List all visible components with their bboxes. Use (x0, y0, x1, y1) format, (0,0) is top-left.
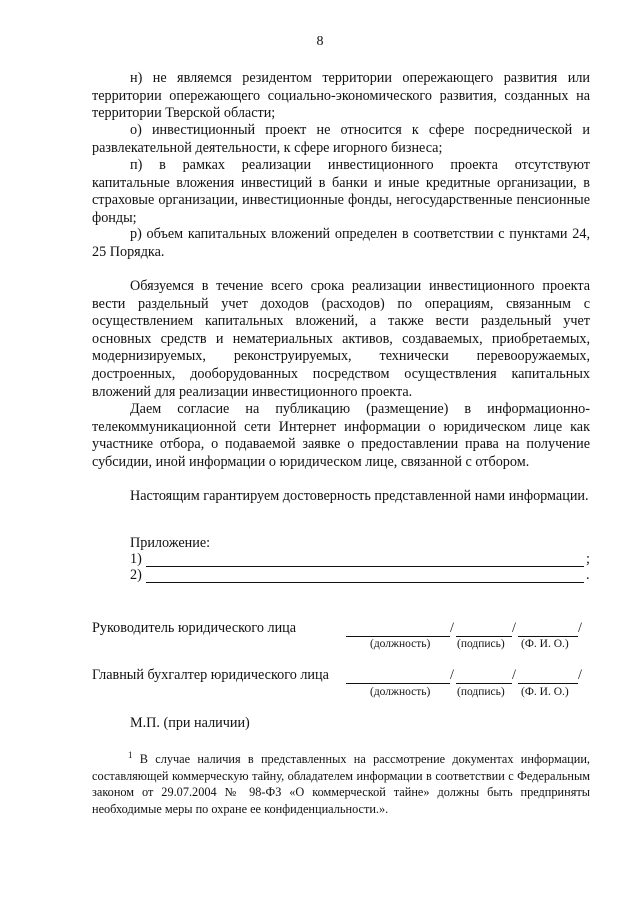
stamp-note: М.П. (при наличии) (130, 715, 250, 731)
accountant-position-line[interactable] (346, 683, 450, 684)
item-o: о) инвестиционный проект не относится к сфере посреднической и развлекательной деятельности, к сфере игорного бизнеса; (92, 122, 590, 156)
head-slash-1: / (450, 620, 454, 636)
attachment-title: Приложение: (130, 535, 211, 551)
head-position-caption: (должность) (370, 638, 431, 650)
guarantee-paragraph: Настоящим гарантируем достоверность представленной нами информации. (130, 488, 589, 504)
head-name-caption: (Ф. И. О.) (521, 638, 569, 650)
attachment-line-1-end: ; (586, 551, 590, 567)
accountant-signature-caption: (подпись) (457, 686, 505, 698)
head-slash-2: / (512, 620, 516, 636)
page-number: 8 (316, 34, 324, 49)
attachment-line-2-number: 2) (130, 567, 142, 583)
accountant-signature-line[interactable] (456, 683, 512, 684)
head-signature-caption: (подпись) (457, 638, 505, 650)
footnote-marker: 1 (128, 749, 133, 760)
attachment-line-1-number: 1) (130, 551, 142, 567)
accountant-name-line[interactable] (518, 683, 578, 684)
consent-paragraph: Даем согласие на публикацию (размещение) в информационно-телекоммуникационной сети Интернет информации о юридическом лице как участнике отбора, о подаваемой заявке о предоставлении права на получение субсидии, иной информации о юридическом лице, связанной с отбором. (92, 401, 590, 470)
head-name-line[interactable] (518, 636, 578, 637)
item-p: п) в рамках реализации инвестиционного проекта отсутствуют капитальные вложения инвестиций в банки и иные кредитные организации, в страховые организации, инвестиционные фонды, негосударственные пенсионные фонды; (92, 157, 590, 226)
footnote (92, 751, 590, 817)
item-n: н) не являемся резидентом территории опережающего развития или территории опережающего социально-экономического развития, созданных на территории Тверской области; (92, 70, 590, 122)
attachment-line-2[interactable] (146, 582, 584, 583)
item-r: р) объем капитальных вложений определен в соответствии с пунктами 24, 25 Порядка. (92, 226, 590, 260)
footnote-text: В случае наличия в представленных на рассмотрение документах информации, составляющей коммерческую тайну, обладателем информации в соответствии с Федеральным законом от 29.07.2004 № 98-ФЗ «О коммерческой тайне» должны быть предприняты необходимые меры по охране ее конфиденциальности.». (92, 752, 590, 816)
accountant-name-caption: (Ф. И. О.) (521, 686, 569, 698)
accountant-position-caption: (должность) (370, 686, 431, 698)
head-signature-line[interactable] (456, 636, 512, 637)
accountant-signature-label: Главный бухгалтер юридического лица (92, 667, 329, 683)
accountant-slash-2: / (512, 667, 516, 683)
obligation-paragraph: Обязуемся в течение всего срока реализации инвестиционного проекта вести раздельный учет доходов (расходов) по операциям, связанным с осуществлением капитальных вложений, а также вести раздельный учет основных средств и нематериальных активов, создаваемых, приобретаемых, модернизируемых, реконструируемых, технически перевооружаемых, достроенных, дооборудованных посредством осуществления капитальных вложений для реализации инвестиционного проекта. (92, 278, 590, 400)
attachment-line-1[interactable] (146, 566, 584, 567)
head-slash-3: / (578, 620, 582, 636)
accountant-slash-1: / (450, 667, 454, 683)
attachment-line-2-end: . (586, 567, 590, 583)
head-position-line[interactable] (346, 636, 450, 637)
head-signature-label: Руководитель юридического лица (92, 620, 297, 636)
accountant-slash-3: / (578, 667, 582, 683)
